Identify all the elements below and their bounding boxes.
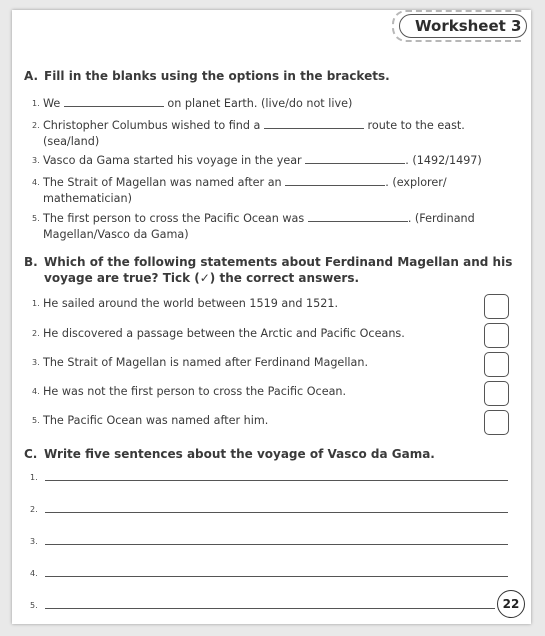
item-number: 2. [32,121,40,130]
worksheet-label: Worksheet 3 [399,14,527,38]
item-number: 1. [32,99,40,108]
answer-blank[interactable] [285,175,385,186]
item-text: Vasco da Gama started his voyage in the year [43,154,302,167]
tick-checkbox[interactable] [484,410,509,435]
writing-line[interactable] [45,512,508,513]
item-number: 5. [32,214,40,223]
tick-checkbox[interactable] [484,352,509,377]
section-title: Fill in the blanks using the options in the brackets. [44,69,390,83]
writing-line[interactable] [45,480,508,481]
item-text: He sailed around the world between 1519 and 1521. [43,297,339,310]
tick-checkbox[interactable] [484,381,509,406]
item-text: He was not the first person to cross the Pacific Ocean. [43,385,347,398]
tick-checkbox[interactable] [484,294,509,319]
answer-blank[interactable] [308,211,408,222]
item-number: 3. [32,156,40,165]
writing-line[interactable] [45,544,508,545]
line-number: 2. [30,505,38,514]
item-text: We [43,97,61,110]
item-text: Christopher Columbus wished to find a [43,119,261,132]
item-number: 5. [32,416,40,425]
line-number: 5. [30,601,38,610]
item-text: on planet Earth. (live/do not live) [167,97,353,110]
item-text: . (Ferdinand [407,212,475,225]
section-a-heading [24,68,390,84]
item-number: 4. [32,387,40,396]
item-text: The Pacific Ocean was named after him. [43,414,269,427]
writing-line[interactable] [45,576,508,577]
item-text-continued: Magellan/Vasco da Gama) [43,228,189,241]
page-number-badge: 22 [497,590,525,618]
answer-blank[interactable] [264,118,364,129]
writing-line[interactable] [45,608,495,609]
section-letter: C. [24,447,38,461]
section-title: Write five sentences about the voyage of Vasco da Gama. [44,447,435,461]
line-number: 3. [30,537,38,546]
item-text: He discovered a passage between the Arctic and Pacific Oceans. [43,327,405,340]
item-text-continued: (sea/land) [43,135,100,148]
item-text: The Strait of Magellan is named after Ferdinand Magellan. [43,356,369,369]
item-number: 2. [32,329,40,338]
tick-checkbox[interactable] [484,323,509,348]
section-title-continued: voyage are true? Tick (✓) the correct answers. [44,271,360,285]
item-text: . (1492/1497) [405,154,482,167]
section-letter: B. [24,255,38,269]
item-text: route to the east. [367,119,465,132]
item-number: 3. [32,358,40,367]
answer-blank[interactable] [305,153,405,164]
answer-blank[interactable] [64,96,164,107]
line-number: 1. [30,473,38,482]
section-c-heading [24,446,435,462]
item-text: . (explorer/ [385,176,447,189]
item-text-continued: mathematician) [43,192,132,205]
line-number: 4. [30,569,38,578]
item-number: 4. [32,178,40,187]
section-letter: A. [24,69,39,83]
item-number: 1. [32,299,40,308]
section-b-heading [24,254,512,286]
section-title: Which of the following statements about Ferdinand Magellan and his [44,255,513,269]
item-text: The Strait of Magellan was named after an [43,176,282,189]
item-text: The first person to cross the Pacific Ocean was [43,212,305,225]
